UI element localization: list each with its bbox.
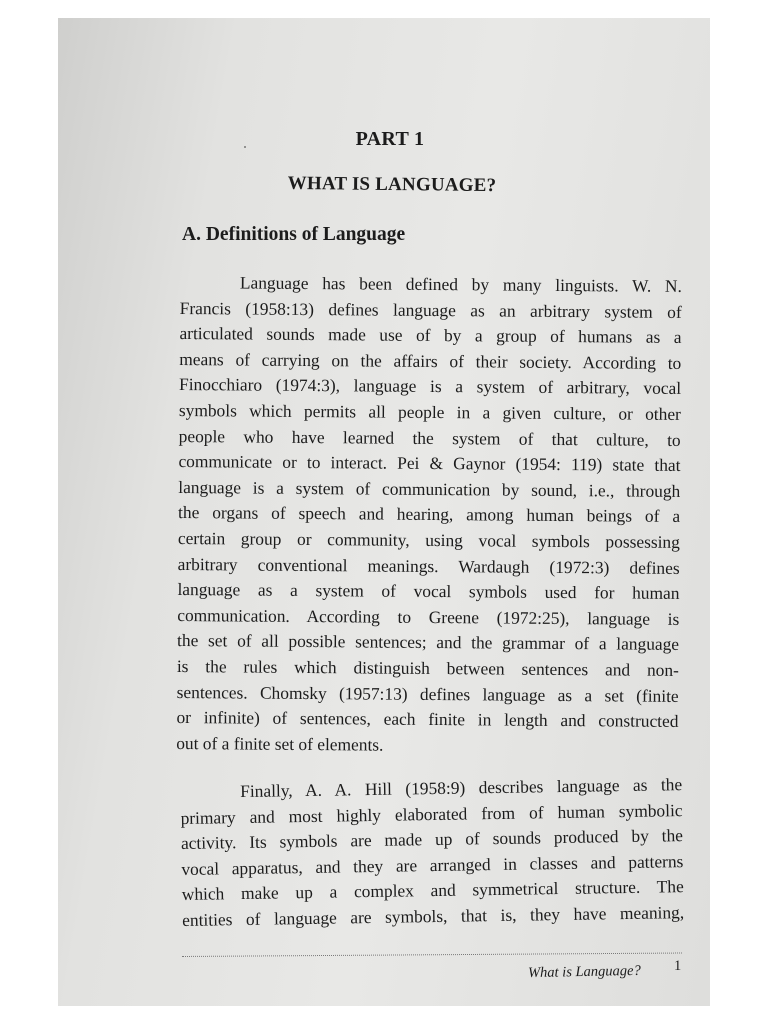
paragraph-line: communication. According to Greene (1972:25), language is <box>177 604 680 629</box>
paragraph-line: which make up a complex and symmetrical structure. The <box>181 876 684 905</box>
paragraph-line: Francis (1958:13) defines language as an arbitrary system of <box>179 297 682 322</box>
paragraph-line: or infinite) of sentences, each finite in length and constructed <box>176 707 679 732</box>
paragraph-line: vocal apparatus, and they are arranged in classes and patterns <box>181 850 684 879</box>
section-heading: A. Definitions of Language <box>182 224 406 245</box>
paragraph-definitions <box>176 270 682 760</box>
footer-divider <box>182 953 682 957</box>
paragraph-line: Finocchiaro (1974:3), language is a system of arbitrary, vocal <box>179 374 682 399</box>
paragraph-line: symbols which permits all people in a given culture, or other <box>178 399 681 424</box>
book-page-photo <box>58 18 710 1006</box>
paragraph-line: out of a finite set of elements. <box>176 732 384 755</box>
paragraph-line: Language has been defined by many linguists. W. N. <box>239 272 682 296</box>
part-heading: PART 1 <box>355 128 425 150</box>
running-footer-title: What is Language? <box>527 962 641 982</box>
paragraph-hill <box>180 772 684 933</box>
paragraph-line: entities of language are symbols, that is, they have meaning, <box>182 902 685 930</box>
paragraph-line: articulated sounds made use of by a group of humans as a <box>179 323 682 348</box>
paragraph-line: means of carrying on the affairs of their society. According to <box>179 348 682 373</box>
paragraph-line: communicate or to interact. Pei & Gaynor (1954: 119) state that <box>178 451 681 476</box>
paragraph-line: people who have learned the system of that culture, to <box>178 425 681 450</box>
page-number: 1 <box>674 958 682 974</box>
page-content <box>58 18 710 1006</box>
paragraph-line: the set of all possible sentences; and the grammar of a language <box>177 630 680 655</box>
chapter-title: WHAT IS LANGUAGE? <box>287 172 497 197</box>
paragraph-line: primary and most highly elaborated from of human symbolic <box>180 799 683 828</box>
paragraph-line: language is a system of communication by sound, i.e., through <box>178 476 681 501</box>
paragraph-line: Finally, A. A. Hill (1958:9) describes language as the <box>240 774 683 802</box>
paragraph-line: certain group or community, using vocal symbols possessing <box>177 527 680 552</box>
paragraph-line: is the rules which distinguish between sentences and non- <box>176 655 679 680</box>
paragraph-line: sentences. Chomsky (1957:13) defines language as a set (finite <box>176 681 679 706</box>
paragraph-line: arbitrary conventional meanings. Wardaugh (1972:3) defines <box>177 553 680 578</box>
paragraph-line: language as a system of vocal symbols used for human <box>177 579 680 604</box>
paragraph-line: activity. Its symbols are made up of sounds produced by the <box>180 825 684 854</box>
paragraph-line: the organs of speech and hearing, among human beings of a <box>178 502 681 527</box>
